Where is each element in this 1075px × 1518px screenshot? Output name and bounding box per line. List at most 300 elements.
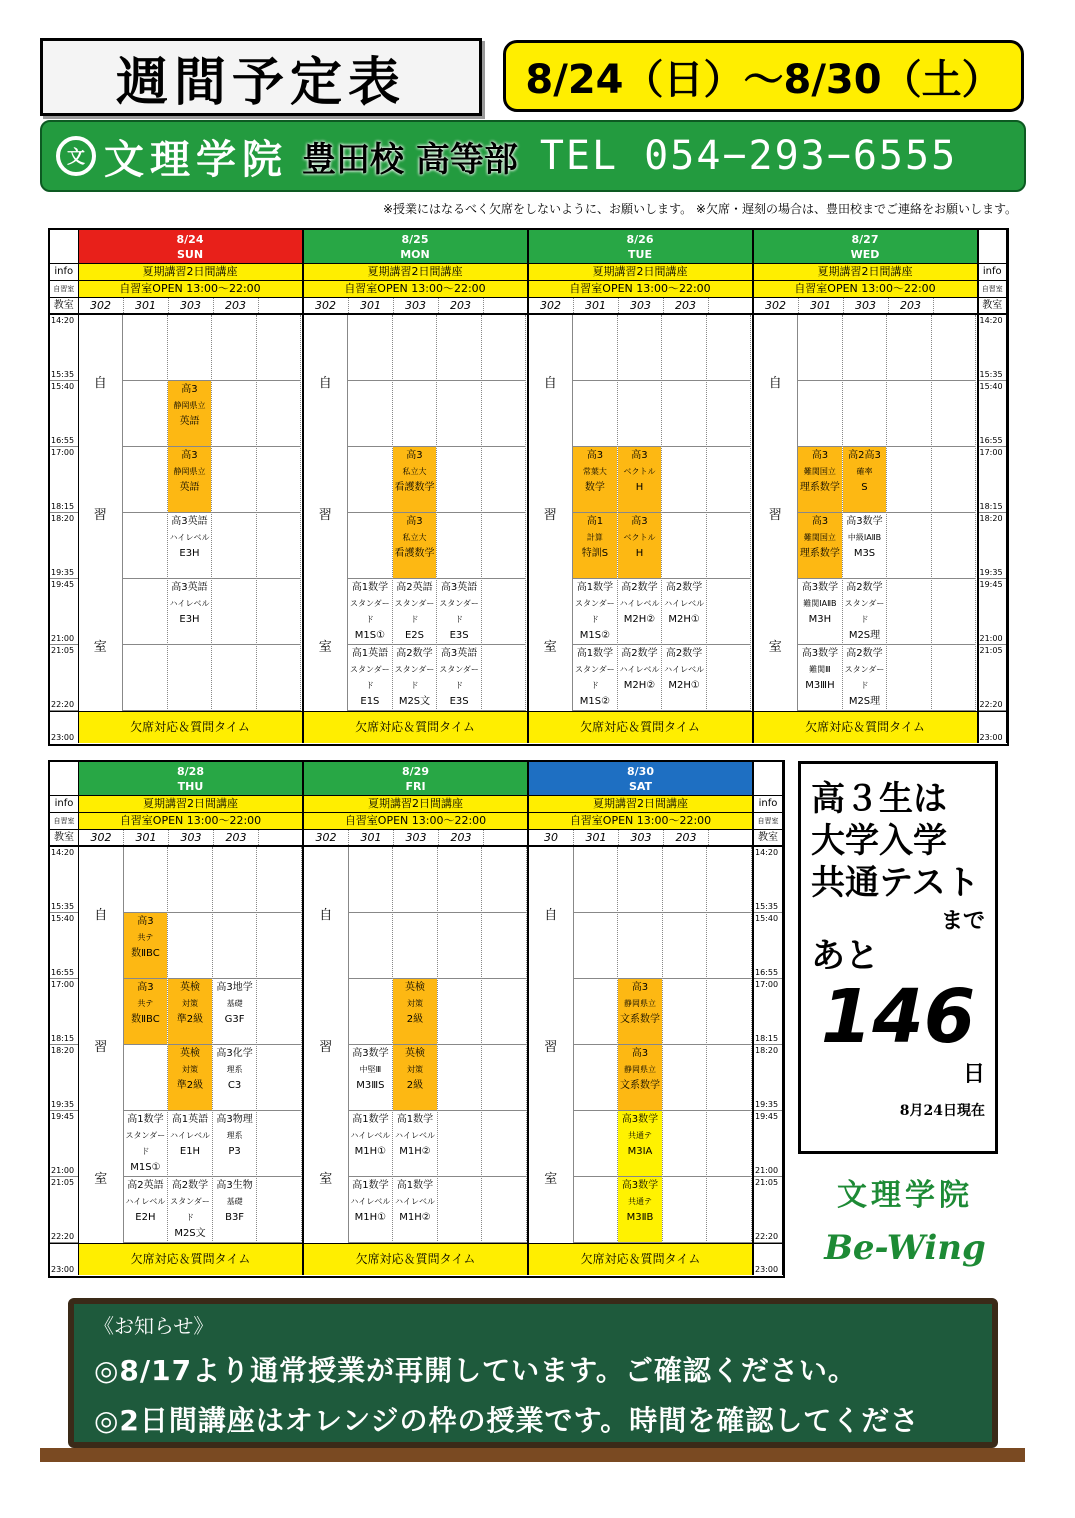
class-slot	[349, 979, 393, 1045]
start-time: 15:40	[51, 382, 75, 391]
self-study-column	[79, 847, 124, 1243]
class-line: 文系数学	[619, 1014, 660, 1025]
end-time: 15:35	[979, 370, 1003, 379]
class-slot	[438, 1111, 482, 1177]
date-range-box	[503, 40, 1024, 112]
class-slot	[573, 579, 617, 645]
date-range: 8/24（日）～8/30（土）	[525, 56, 1002, 103]
class-slot	[574, 979, 618, 1045]
time-column-left	[50, 762, 79, 1275]
closing-time-text: 23:00	[51, 733, 75, 742]
self-study-char: 室	[543, 639, 557, 655]
info-text: 夏期講習2日間講座	[79, 264, 302, 281]
class-slot	[123, 447, 167, 513]
class-line: 高3物理	[216, 1114, 253, 1125]
class-slot	[662, 513, 706, 579]
class-line: M3ⅡB	[626, 1212, 654, 1223]
class-slot-empty	[482, 447, 526, 513]
room-column	[212, 315, 257, 711]
class-line: 高3英語	[440, 648, 478, 659]
class-slot	[618, 847, 662, 913]
room-column	[393, 847, 438, 1243]
class-slot	[123, 513, 167, 579]
room-number: 303	[619, 298, 664, 313]
room-column	[349, 847, 394, 1243]
end-time: 21:00	[979, 634, 1003, 643]
class-slot	[212, 381, 256, 447]
room-number: 303	[169, 830, 214, 845]
end-time: 18:15	[979, 502, 1003, 511]
class-line: 高2英語	[127, 1180, 164, 1191]
class-slot	[168, 645, 212, 711]
closing-time-text: 23:00	[51, 1265, 75, 1274]
class-slot	[574, 913, 618, 979]
class-slot	[124, 1177, 168, 1243]
class-line: スタンダード	[350, 599, 390, 624]
room-number: 301	[349, 298, 394, 313]
room-number: 203	[664, 298, 709, 313]
class-line: 高3	[406, 450, 423, 461]
self-study-char: 自	[544, 907, 558, 923]
class-slot	[393, 1177, 437, 1243]
room-number: 302	[79, 830, 124, 845]
info-text: 夏期講習2日間講座	[304, 796, 527, 813]
class-grid	[304, 847, 527, 1243]
day-of-week: WED	[850, 248, 880, 261]
class-line: M2H①	[668, 614, 700, 625]
class-line: ハイレベル	[664, 599, 705, 608]
room-column	[124, 847, 169, 1243]
room-column-extra	[707, 315, 752, 711]
day-column-thu	[79, 762, 304, 1275]
class-slot	[213, 847, 257, 913]
room-number: 302	[529, 298, 574, 313]
day-header	[79, 762, 302, 796]
day-column-fri	[304, 762, 529, 1275]
time-cell	[754, 1045, 782, 1111]
class-line: 理系数学	[799, 548, 840, 559]
class-slot	[213, 1045, 257, 1111]
self-study-char: 習	[544, 1039, 558, 1055]
room-column-extra	[257, 847, 302, 1243]
room-column	[437, 315, 482, 711]
room-column	[438, 847, 483, 1243]
absence-bar: 欠席対応＆質問タイム	[529, 711, 752, 743]
class-line: 高3	[181, 450, 198, 461]
time-cell	[50, 579, 78, 645]
countdown-line5: あと	[811, 936, 879, 976]
class-slot	[618, 513, 662, 579]
end-time: 19:35	[755, 1100, 779, 1109]
countdown-unit: 日	[962, 1061, 985, 1087]
start-time: 21:05	[979, 646, 1003, 655]
class-grid	[304, 315, 527, 711]
class-line: 高3化学	[216, 1048, 253, 1059]
class-line: 高3	[406, 516, 423, 527]
class-slot-empty	[707, 1111, 751, 1177]
room-number: 301	[124, 830, 169, 845]
info-text: 夏期講習2日間講座	[304, 264, 527, 281]
class-slot-empty	[257, 1177, 301, 1243]
time-cell	[979, 579, 1007, 645]
end-time: 22:20	[979, 700, 1003, 709]
class-slot	[843, 381, 887, 447]
end-time: 19:35	[51, 1100, 75, 1109]
class-slot	[393, 847, 437, 913]
day-column-sat	[529, 762, 754, 1275]
class-slot	[663, 847, 707, 913]
room-number: 303	[394, 830, 439, 845]
class-line: 高2数学	[665, 648, 703, 659]
class-slot	[798, 315, 842, 381]
self-study-char: 室	[93, 639, 107, 655]
class-slot	[168, 979, 212, 1045]
room-number: 301	[349, 830, 394, 845]
class-slot	[618, 645, 662, 711]
room-number: 303	[169, 298, 214, 313]
class-slot-empty	[707, 913, 751, 979]
time-cell	[754, 1177, 782, 1243]
closing-time-text: 23:00	[979, 733, 1003, 742]
class-slot	[662, 645, 706, 711]
class-slot-empty	[257, 1111, 301, 1177]
end-time: 16:55	[755, 968, 779, 977]
day-date: 8/27	[851, 233, 879, 246]
class-line: スタンダード	[575, 599, 615, 624]
class-line: 中級ⅠAⅡB	[847, 533, 882, 542]
class-slot	[574, 1045, 618, 1111]
self-study-column	[304, 847, 349, 1243]
class-line: 理系	[226, 1065, 243, 1074]
jishu-label: 自習室	[754, 813, 782, 830]
class-slot	[349, 913, 393, 979]
class-slot	[124, 1111, 168, 1177]
info-text: 夏期講習2日間講座	[529, 796, 752, 813]
class-line: E3S	[449, 630, 469, 641]
class-line: 高1	[586, 516, 604, 527]
room-number: 303	[619, 830, 664, 845]
class-line: M3ⅢS	[356, 1080, 385, 1091]
end-time: 18:15	[51, 502, 75, 511]
time-cell	[754, 913, 782, 979]
room-column	[662, 315, 707, 711]
class-line: 高1数学	[396, 1114, 434, 1125]
class-slot	[798, 579, 842, 645]
class-slot	[212, 513, 256, 579]
class-line: 数ⅡBC	[131, 1014, 160, 1025]
self-study-column	[754, 315, 799, 711]
schedule-week2	[48, 760, 785, 1278]
start-time: 19:45	[51, 580, 75, 589]
end-time: 16:55	[51, 968, 75, 977]
class-line: P3	[228, 1146, 241, 1157]
class-slot	[663, 913, 707, 979]
class-slot	[348, 447, 392, 513]
class-slot	[168, 513, 212, 579]
room-column	[887, 315, 932, 711]
class-slot	[168, 381, 212, 447]
class-line: 高3数学	[621, 1180, 659, 1191]
class-line: B3F	[225, 1212, 245, 1223]
class-slot	[393, 315, 437, 381]
class-slot	[168, 913, 212, 979]
class-line: スタンダード	[844, 665, 885, 690]
class-line: 高3英語	[440, 582, 478, 593]
start-time: 19:45	[51, 1112, 75, 1121]
time-cell	[50, 913, 78, 979]
class-slot-empty	[707, 1045, 751, 1111]
class-slot	[393, 913, 437, 979]
class-slot	[662, 447, 706, 513]
phone-number: TEL 054−293−6555	[539, 133, 958, 179]
room-row	[79, 298, 302, 315]
class-slot	[887, 513, 931, 579]
class-slot	[393, 1045, 437, 1111]
time-cell	[979, 645, 1007, 711]
class-line: 看護数学	[394, 548, 435, 559]
room-column	[573, 315, 618, 711]
class-line: スタンダード	[170, 1197, 210, 1222]
end-time: 15:35	[51, 902, 75, 911]
self-study-char: 室	[544, 1171, 558, 1187]
class-line: 高1英語	[171, 1114, 209, 1125]
be-wing-logo	[800, 1170, 1010, 1280]
class-slot	[212, 315, 256, 381]
start-time: 19:45	[979, 580, 1003, 589]
day-header	[529, 230, 752, 264]
room-number: 30	[529, 830, 574, 845]
start-time: 14:20	[51, 316, 75, 325]
class-slot-empty	[707, 381, 751, 447]
class-slot	[437, 513, 481, 579]
class-line: 基礎	[226, 999, 243, 1008]
class-line: スタンダード	[394, 665, 435, 690]
end-time: 16:55	[979, 436, 1003, 445]
class-slot	[168, 1045, 212, 1111]
class-slot	[349, 1177, 393, 1243]
self-study-char: 習	[768, 507, 782, 523]
class-slot	[213, 979, 257, 1045]
class-slot	[618, 979, 662, 1045]
time-slots	[979, 315, 1007, 711]
class-line: スタンダード	[844, 599, 885, 624]
class-slot	[212, 447, 256, 513]
class-line: 理系	[226, 1131, 243, 1140]
time-cell	[754, 979, 782, 1045]
class-line: M3ⅢH	[805, 680, 835, 691]
class-line: M1H①	[354, 1146, 387, 1157]
class-line: 高2数学	[621, 648, 658, 659]
class-line: 高3	[586, 450, 604, 461]
closing-time	[979, 711, 1007, 743]
day-date: 8/24	[176, 233, 204, 246]
open-text: 自習室OPEN 13:00～22:00	[529, 281, 752, 298]
closing-time-text: 23:00	[755, 1265, 779, 1274]
end-time: 21:00	[51, 1166, 75, 1175]
start-time: 18:20	[51, 1046, 75, 1055]
campus-name: 豊田校 高等部	[302, 139, 518, 180]
time-cell	[979, 513, 1007, 579]
room-column	[213, 847, 258, 1243]
countdown-line3: 共通テスト	[811, 863, 980, 903]
self-study-char: 習	[319, 1039, 333, 1055]
self-study-char: 室	[319, 1171, 333, 1187]
jishu-label: 自習室	[979, 281, 1007, 298]
class-line: 2級	[406, 1014, 424, 1025]
class-slot	[573, 315, 617, 381]
room-number: 203	[439, 298, 484, 313]
day-of-week: THU	[177, 780, 204, 793]
info-text: 夏期講習2日間講座	[529, 264, 752, 281]
class-slot	[168, 1111, 212, 1177]
class-slot	[123, 315, 167, 381]
room-column-extra	[482, 315, 527, 711]
room-row	[79, 830, 302, 847]
class-slot	[573, 447, 617, 513]
class-line: 高1数学	[396, 1180, 434, 1191]
class-slot-empty	[482, 1111, 526, 1177]
class-line: ハイレベル	[350, 1131, 391, 1140]
open-text: 自習室OPEN 13:00～22:00	[529, 813, 752, 830]
room-number: 303	[844, 298, 889, 313]
room-column	[843, 315, 888, 711]
class-line: 高3	[631, 516, 648, 527]
class-slot	[348, 513, 392, 579]
start-time: 18:20	[755, 1046, 779, 1055]
class-line: M2S理	[848, 696, 881, 707]
class-line: 静岡県立	[173, 401, 206, 410]
class-slot	[663, 1177, 707, 1243]
class-line: E3H	[179, 614, 200, 625]
class-line: 計算	[586, 533, 603, 542]
self-study-char: 自	[93, 375, 107, 391]
class-slot	[843, 315, 887, 381]
self-study-char: 自	[543, 375, 557, 391]
class-slot	[438, 913, 482, 979]
start-time: 19:45	[755, 1112, 779, 1121]
day-of-week: SAT	[628, 780, 653, 793]
board-heading: 《お知らせ》	[94, 1314, 214, 1338]
self-study-column	[79, 315, 124, 711]
time-column-head	[754, 762, 782, 796]
classroom-label: 教室	[50, 298, 78, 315]
end-time: 15:35	[755, 902, 779, 911]
absence-bar: 欠席対応＆質問タイム	[529, 1243, 752, 1275]
class-line: M3H	[808, 614, 832, 625]
class-line: 準2級	[176, 1014, 204, 1025]
class-slot-empty	[257, 1045, 301, 1111]
class-line: 私立大	[402, 533, 427, 542]
class-line: 高3生物	[216, 1180, 253, 1191]
class-line: スタンダード	[439, 665, 479, 690]
class-line: 高3英語	[171, 516, 208, 527]
chalkboard-ledge	[40, 1448, 1025, 1462]
class-line: 英語	[179, 482, 200, 493]
class-line: 高2数学	[665, 582, 703, 593]
start-time: 15:40	[979, 382, 1003, 391]
time-column-right	[754, 762, 783, 1275]
class-line: 対策	[406, 999, 423, 1008]
class-slot	[573, 513, 617, 579]
room-number: 302	[304, 830, 349, 845]
class-line: 高1数学	[576, 582, 614, 593]
class-line: 準2級	[176, 1080, 204, 1091]
end-time: 19:35	[51, 568, 75, 577]
time-cell	[50, 447, 78, 513]
self-study-column	[529, 847, 574, 1243]
time-cell	[979, 447, 1007, 513]
class-slot	[438, 847, 482, 913]
class-line: E1S	[360, 696, 380, 707]
open-text: 自習室OPEN 13:00～22:00	[79, 813, 302, 830]
absence-bar: 欠席対応＆質問タイム	[304, 1243, 527, 1275]
start-time: 17:00	[51, 448, 75, 457]
start-time: 17:00	[755, 980, 779, 989]
class-slot-empty	[707, 979, 751, 1045]
class-slot	[393, 381, 437, 447]
class-slot	[618, 381, 662, 447]
class-line: 理系数学	[799, 482, 840, 493]
room-number: 301	[799, 298, 844, 313]
class-line: ハイレベル	[619, 665, 660, 674]
class-slot	[393, 513, 437, 579]
class-line: ベクトル	[623, 467, 656, 476]
class-slot-empty	[707, 645, 751, 711]
chalkboard-notice	[68, 1298, 998, 1448]
room-row	[754, 298, 977, 315]
class-line: 高1数学	[576, 648, 614, 659]
day-date: 8/28	[177, 765, 204, 778]
class-slot	[349, 1045, 393, 1111]
room-number: 302	[79, 298, 124, 313]
day-date: 8/30	[627, 765, 654, 778]
class-slot	[437, 579, 481, 645]
room-column-extra	[482, 847, 527, 1243]
class-slot-empty	[482, 1045, 526, 1111]
self-study-column	[529, 315, 574, 711]
classroom-label: 教室	[979, 298, 1007, 315]
class-line: M2S理	[848, 630, 881, 641]
day-of-week: FRI	[405, 780, 426, 793]
class-line: 高2数学	[621, 582, 658, 593]
time-cell	[50, 513, 78, 579]
class-line: 難関ⅠAⅡB	[803, 599, 837, 608]
class-slot	[843, 645, 887, 711]
class-slot-empty	[257, 979, 301, 1045]
class-slot-empty	[482, 913, 526, 979]
self-study-char: 習	[93, 507, 107, 523]
class-line: 英検	[404, 1048, 425, 1059]
day-of-week: MON	[400, 248, 430, 261]
time-slots	[50, 315, 78, 711]
room-column	[393, 315, 438, 711]
class-slot	[349, 847, 393, 913]
class-slot	[574, 1177, 618, 1243]
day-header	[754, 230, 977, 264]
absence-bar: 欠席対応＆質問タイム	[79, 1243, 302, 1275]
class-line: ハイレベル	[619, 599, 660, 608]
board-message-1: ◎8/17より通常授業が再開しています。ご確認ください。	[94, 1354, 857, 1387]
time-cell	[754, 1111, 782, 1177]
class-slot	[662, 315, 706, 381]
class-slot	[348, 579, 392, 645]
class-slot	[618, 1177, 662, 1243]
class-line: 高3	[631, 1048, 649, 1059]
class-slot-empty	[932, 447, 976, 513]
class-slot	[662, 381, 706, 447]
room-number: 301	[574, 830, 619, 845]
class-slot	[663, 979, 707, 1045]
